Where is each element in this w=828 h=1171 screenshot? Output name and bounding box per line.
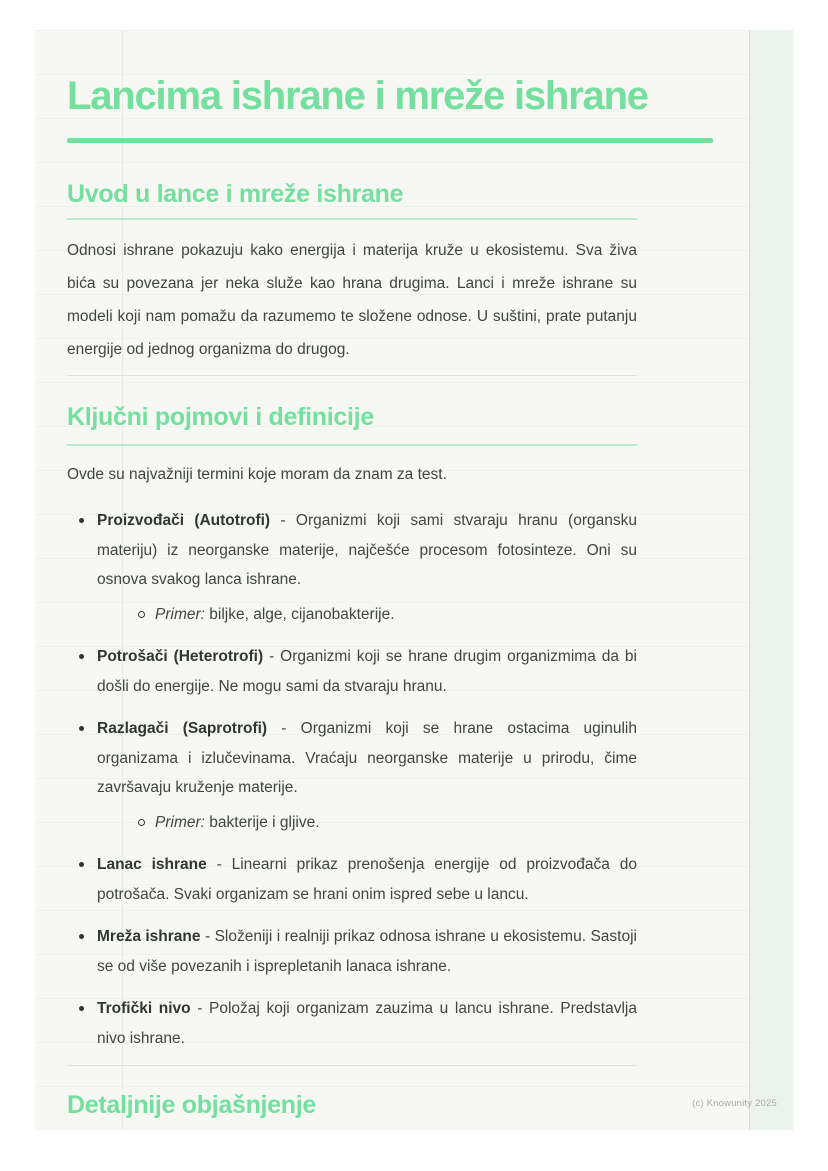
section-divider [67, 375, 637, 376]
section-heading-intro: Uvod u lance i mreže ishrane [67, 180, 404, 208]
section-heading-terms: Ključni pojmovi i definicije [67, 403, 374, 431]
example-item [97, 808, 637, 838]
page-title: Lancima ishrane i mreže ishrane [67, 74, 648, 118]
example-item [97, 600, 637, 630]
term-name: Potrošači (Heterotrofi) [97, 648, 264, 665]
terms-intro-line: Ovde su najvažniji termini koje moram da znam za test. [67, 466, 447, 483]
terms-list [67, 506, 637, 1053]
section-heading-details: Detaljnije objašnjenje [67, 1091, 317, 1119]
right-margin-strip [749, 30, 793, 1130]
term-definition: - Organizmi koji sami stvaraju hranu (organsku materiju) iz neorganske materije, najčešće procesom fotosinteze. Oni su osnova svakog lanca ishrane. [97, 512, 637, 588]
example-label: Primer: [155, 605, 205, 623]
example-text: bakterije i gljive. [209, 813, 320, 831]
term-definition: - Organizmi koji se hrane ostacima uginulih organizama i izlučevinama. Vraćaju neorganske materije u prirodu, čime završavaju kruženje materije. [97, 720, 637, 796]
section-heading-underline [67, 444, 637, 446]
list-item [67, 714, 637, 837]
term-name: Proizvođači (Autotrofi) [97, 512, 271, 529]
example-text: biljke, alge, cijanobakterije. [209, 605, 395, 623]
section-heading-underline [67, 218, 637, 220]
example-sublist [97, 808, 637, 838]
term-name: Lanac ishrane [97, 856, 207, 873]
example-sublist [97, 600, 637, 630]
list-item [67, 642, 637, 701]
page-content [67, 30, 719, 1120]
copyright-note: (c) Knowunity 2025 [692, 1098, 777, 1109]
list-item [67, 506, 637, 629]
term-definition: - Položaj koji organizam zauzima u lancu ishrane. Predstavlja nivo ishrane. [97, 1000, 637, 1047]
term-definition: - Linearni prikaz prenošenja energije od proizvođača do potrošača. Svaki organizam se hrani onim ispred sebe u lancu. [97, 856, 637, 903]
document-page [35, 30, 793, 1130]
list-item [67, 850, 637, 909]
title-underline [67, 138, 713, 143]
term-name: Mreža ishrane [97, 928, 201, 945]
term-definition: - Organizmi koji se hrane drugim organizmima da bi došli do energije. Ne mogu sami da stvaraju hranu. [97, 648, 637, 695]
list-item [67, 922, 637, 981]
list-item [67, 994, 637, 1053]
example-label: Primer: [155, 813, 205, 831]
intro-paragraph: Odnosi ishrane pokazuju kako energija i materija kruže u ekosistemu. Sva živa bića su povezana jer neka služe kao hrana drugima. Lanci i mreže ishrane su modeli koji nam pomažu da razumemo te složene odnose. U suštini, prate putanju energije od jednog organizma do drugog. [67, 242, 637, 358]
term-name: Trofički nivo [97, 1000, 191, 1017]
term-name: Razlagači (Saprotrofi) [97, 720, 268, 737]
section-divider [67, 1065, 637, 1066]
term-definition: - Složeniji i realniji prikaz odnosa ishrane u ekosistemu. Sastoji se od više povezanih i isprepletanih lanaca ishrane. [97, 928, 637, 975]
